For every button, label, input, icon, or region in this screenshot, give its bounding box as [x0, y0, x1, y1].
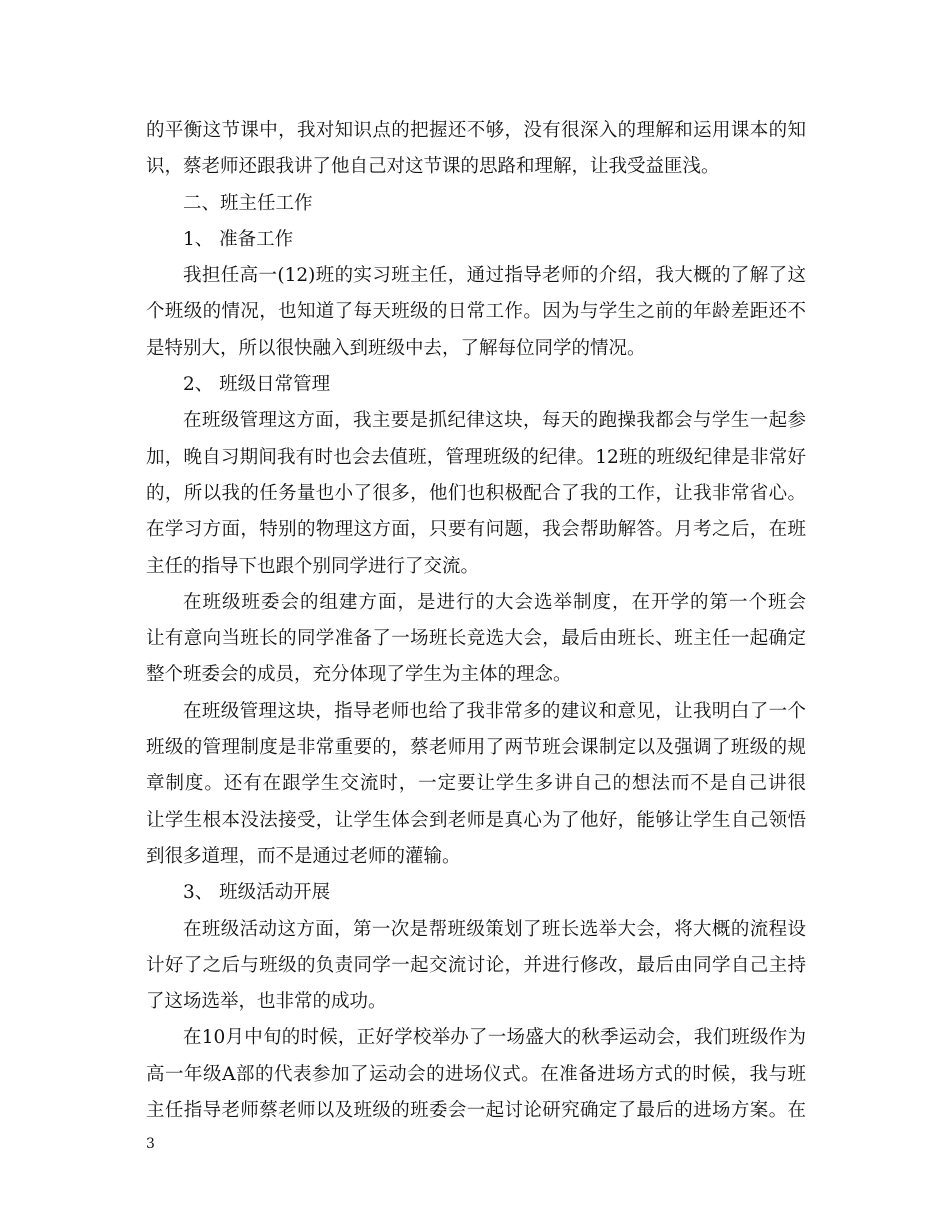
text-line: 让有意向当班长的同学准备了一场班长竞选大会，最后由班长、班主任一起确定	[146, 628, 806, 650]
text-line: 整个班委会的成员，充分体现了学生为主体的理念。	[146, 664, 572, 686]
text-line: 主任指导老师蔡老师以及班级的班委会一起讨论研究确定了最后的进场方案。在	[146, 1100, 806, 1122]
text-line: 的平衡这节课中，我对知识点的把握还不够，没有很深入的理解和运用课本的知	[146, 120, 806, 141]
text-line: 高一年级A部的代表参加了运动会的进场仪式。在准备进场方式的时候，我与班	[146, 1063, 806, 1085]
subsection-heading: 2、 班级日常管理	[183, 374, 331, 396]
text-line: 计好了之后与班级的负责同学一起交流讨论，并进行修改，最后由同学自己主持	[146, 954, 806, 976]
text-line: 主任的指导下也跟个别同学进行了交流。	[146, 555, 480, 577]
text-line: 在班级管理这方面，我主要是抓纪律这块，每天的跑操我都会与学生一起参	[183, 410, 806, 432]
text-line: 班级的管理制度是非常重要的，蔡老师用了两节班会课制定以及强调了班级的规	[146, 737, 806, 759]
text-line: 章制度。还有在跟学生交流时，一定要让学生多讲自己的想法而不是自己讲很	[146, 773, 806, 795]
section-heading: 二、班主任工作	[183, 192, 313, 214]
text-line: 加，晚自习期间我有时也会去值班，管理班级的纪律。12班的班级纪律是非常好	[146, 446, 806, 468]
text-line: 识，蔡老师还跟我讲了他自己对这节课的思路和理解，让我受益匪浅。	[146, 156, 720, 178]
text-line: 在班级活动这方面，第一次是帮班级策划了班长选举大会，将大概的流程设	[183, 918, 806, 940]
text-line: 在学习方面，特别的物理这方面，只要有问题，我会帮助解答。月考之后，在班	[146, 519, 806, 541]
text-line: 了这场选举，也非常的成功。	[146, 991, 387, 1013]
text-line: 在班级管理这块，指导老师也给了我非常多的建议和意见，让我明白了一个	[183, 700, 806, 722]
document-body	[146, 113, 806, 1129]
text-line: 让学生根本没法接受，让学生体会到老师是真心为了他好，能够让学生自己领悟	[146, 809, 806, 831]
text-line: 在班级班委会的组建方面，是进行的大会选举制度，在开学的第一个班会	[183, 591, 806, 613]
text-line: 到很多道理，而不是通过老师的灌输。	[146, 845, 461, 867]
subsection-heading: 1、 准备工作	[183, 228, 294, 250]
subsection-heading: 3、 班级活动开展	[183, 882, 331, 904]
text-line: 在10月中旬的时候，正好学校举办了一场盛大的秋季运动会，我们班级作为	[183, 1027, 806, 1049]
text-line: 我担任高一(12)班的实习班主任，通过指导老师的介绍，我大概的了解了这	[183, 265, 806, 287]
page-number: 3	[146, 1136, 155, 1152]
text-line: 个班级的情况，也知道了每天班级的日常工作。因为与学生之前的年龄差距还不	[146, 301, 806, 323]
text-line: 是特别大，所以很快融入到班级中去，了解每位同学的情况。	[146, 337, 646, 359]
text-line: 的，所以我的任务量也小了很多，他们也积极配合了我的工作，让我非常省心。	[146, 482, 806, 504]
